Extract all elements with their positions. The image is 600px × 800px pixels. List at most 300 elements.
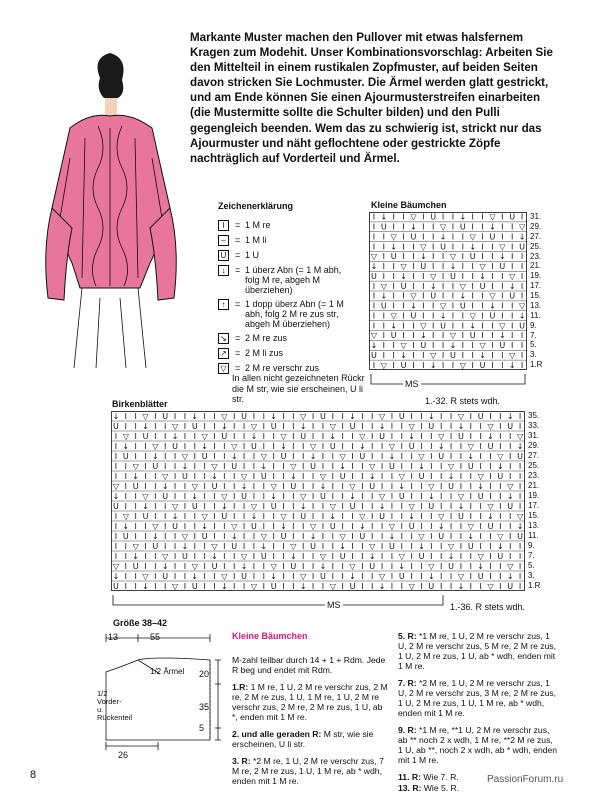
stitch-symbol: I [302, 561, 305, 571]
stitch-symbol: I [440, 551, 443, 561]
chart-small-grid [369, 212, 527, 370]
stitch-symbol: I [511, 311, 514, 321]
stitch-symbol: I [321, 431, 325, 441]
stitch-symbol: U [517, 451, 524, 461]
stitch-symbol: I [371, 531, 374, 541]
stitch-symbol: I [252, 551, 256, 561]
stitch-symbol: I [292, 491, 295, 501]
stitch-symbol: I [459, 541, 463, 551]
stitch-symbol: I [410, 451, 413, 461]
stitch-symbol: ↓ [437, 441, 445, 451]
legend-eq: = [235, 220, 241, 230]
row-number-label: 9. [528, 541, 535, 550]
stitch-symbol: I [499, 571, 502, 581]
stitch-symbol: I [282, 551, 285, 561]
symbol-purl-icon: – [218, 235, 229, 246]
stitch-symbol: U [241, 571, 248, 581]
stitch-symbol: ▽ [122, 511, 129, 521]
intro-paragraph: Markante Muster machen den Pullover mit etwas halsfernem Kragen zum Modehit. Unser Kombinationsvorschlag: Arbeiten Sie den Mittelteil in einem rustikalen Zopfmuster, auf beiden Seiten davon stricken Sie Lochmuster. Die Ärmel werden glatt gestrickt, und am Ende können Sie einen Ajourmusterstreifen einarbeiten (die Mustermitte sollte die Schulter bilden) und den Pulli gegengleich beenden. Wem das zu schwierig ist, strickt nur das Ajourmuster und näht geflochtene oder gestrickte Zöpfe nachträglich auf Vorderteil und Ärmel. [190, 31, 553, 165]
stitch-symbol: I [400, 531, 403, 541]
stitch-symbol: I [134, 501, 137, 511]
stitch-symbol: I [390, 481, 394, 491]
stitch-symbol: U [450, 350, 456, 360]
stitch-symbol: I [382, 271, 385, 281]
stitch-symbol: I [491, 271, 494, 281]
stitch-symbol: I [154, 511, 157, 521]
stitch-symbol: I [223, 551, 226, 561]
stitch-symbol: I [262, 431, 265, 441]
stitch-symbol: I [124, 411, 127, 421]
stitch-symbol: ↓ [508, 281, 516, 291]
row-number-label: 1.R [528, 581, 541, 590]
stitch-symbol: U [428, 501, 435, 511]
stitch-symbol: U [191, 421, 198, 431]
stitch-symbol: I [449, 411, 453, 421]
stitch-symbol: I [282, 581, 285, 591]
stitch-symbol: I [124, 491, 127, 501]
stitch-symbol: I [499, 431, 502, 441]
stitch-symbol: I [520, 271, 524, 281]
stitch-symbol: I [430, 471, 433, 481]
stitch-symbol: I [292, 521, 295, 531]
stitch-symbol: I [449, 531, 453, 541]
stitch-symbol: I [469, 411, 472, 421]
stitch-symbol: ▽ [489, 291, 496, 301]
stitch-symbol: U [112, 581, 119, 591]
stitch-symbol: I [223, 521, 226, 531]
stitch-symbol: I [479, 531, 482, 541]
stitch-symbol: ↓ [408, 431, 415, 441]
stitch-symbol: ▽ [221, 411, 228, 421]
stitch-symbol: U [260, 471, 267, 481]
stitch-symbol: ↓ [309, 531, 317, 541]
dim-top-left: 13 [108, 632, 119, 642]
stitch-symbol: I [420, 481, 423, 491]
stitch-symbol: ▽ [438, 511, 445, 521]
stitch-symbol: U [290, 481, 297, 491]
stitch-symbol: ↓ [506, 411, 514, 421]
stitch-symbol: I [213, 511, 216, 521]
stitch-symbol: U [380, 301, 387, 311]
stitch-symbol: ↓ [230, 531, 238, 541]
stitch-symbol: I [173, 561, 177, 571]
stitch-symbol: ▽ [447, 541, 455, 551]
stitch-symbol: I [321, 521, 325, 531]
stitch-symbol: I [311, 571, 315, 581]
stitch-symbol: I [469, 491, 472, 501]
stitch-symbol: ▽ [457, 571, 465, 581]
stitch-symbol: I [449, 521, 453, 531]
stitch-symbol: I [449, 431, 453, 441]
stitch-symbol: I [489, 531, 492, 541]
stitch-symbol: ↓ [378, 581, 386, 591]
stitch-symbol: I [134, 571, 137, 581]
stitch-symbol: I [410, 461, 413, 471]
stitch-symbol: ↓ [250, 511, 258, 521]
stitch-symbol: I [341, 441, 344, 451]
stitch-symbol: ↓ [459, 212, 467, 222]
stitch-symbol: I [400, 451, 403, 461]
stitch-symbol: ↓ [498, 252, 506, 262]
stitch-symbol: ▽ [390, 311, 397, 321]
stitch-symbol: U [270, 501, 277, 511]
stitch-symbol: I [114, 461, 118, 471]
stitch-symbol: I [272, 461, 275, 471]
stitch-symbol: I [144, 551, 147, 561]
stitch-symbol: I [509, 441, 512, 451]
stitch-symbol: I [144, 461, 147, 471]
stitch-symbol: I [321, 531, 325, 541]
stitch-symbol: I [223, 561, 226, 571]
row-number-label: 13. [530, 300, 542, 310]
row-number-label: 15. [530, 291, 542, 300]
stitch-symbol: I [518, 501, 522, 511]
row-number-label: 21. [528, 481, 540, 490]
stitch-symbol: I [420, 491, 423, 501]
stitch-symbol: I [154, 491, 157, 501]
stitch-symbol: I [520, 212, 524, 222]
stitch-symbol: ▽ [300, 411, 307, 421]
stitch-symbol: I [371, 501, 374, 511]
stitch-symbol: I [410, 561, 413, 571]
chart-small-title: Kleine Bäumchen [371, 200, 447, 210]
stitch-symbol: ▽ [339, 451, 346, 461]
stitch-symbol: I [499, 481, 502, 491]
stitch-symbol: ▽ [479, 262, 486, 272]
stitch-symbol: I [489, 411, 492, 421]
stitch-symbol: I [449, 571, 453, 581]
stitch-symbol: U [122, 531, 129, 541]
stitch-symbol: ▽ [477, 551, 484, 561]
stitch-symbol: ↓ [380, 212, 388, 222]
stitch-symbol: I [134, 491, 137, 501]
stitch-symbol: I [282, 501, 285, 511]
dim-right-a: 20 [199, 669, 210, 679]
stitch-symbol: I [451, 222, 455, 232]
stitch-symbol: ↓ [280, 521, 287, 531]
stitch-symbol: I [262, 421, 265, 431]
stitch-symbol: I [252, 461, 256, 471]
stitch-symbol: ↓ [161, 481, 169, 491]
stitch-symbol: U [497, 471, 504, 481]
stitch-symbol: I [479, 451, 482, 461]
stitch-symbol: I [410, 531, 413, 541]
stitch-symbol: I [321, 421, 325, 431]
stitch-symbol: I [410, 471, 413, 481]
stitch-symbol: I [441, 212, 445, 222]
legend-eq: = [235, 250, 241, 260]
stitch-symbol: I [451, 311, 455, 321]
stitch-symbol: I [491, 331, 494, 341]
stitch-symbol: ▽ [479, 341, 486, 351]
stitch-symbol: I [430, 511, 433, 521]
stitch-symbol: I [430, 441, 433, 451]
row-number-label: 19. [530, 271, 542, 281]
stitch-symbol: ↓ [390, 242, 398, 252]
stitch-symbol: ↓ [429, 360, 437, 370]
stitch-symbol: I [422, 281, 425, 291]
stitch-symbol: I [511, 222, 514, 232]
stitch-symbol: I [173, 541, 177, 551]
stitch-symbol: I [154, 411, 157, 421]
stitch-symbol: I [402, 212, 405, 222]
stitch-symbol: U [310, 541, 317, 551]
stitch-symbol: ↓ [250, 431, 258, 441]
stitch-symbol: I [459, 451, 463, 461]
stitch-symbol: I [213, 411, 216, 421]
stitch-symbol: I [351, 521, 354, 531]
stitch-symbol: ▽ [398, 551, 405, 561]
stitch-symbol: ↓ [349, 411, 356, 421]
stitch-symbol: I [292, 431, 295, 441]
symbol-k2tog-icon: ↘ [218, 333, 229, 344]
stitch-symbol: I [479, 501, 482, 511]
stitch-symbol: I [479, 511, 482, 521]
stitch-symbol: ▽ [388, 521, 396, 531]
stitch-symbol: U [519, 242, 525, 252]
stitch-symbol: I [518, 491, 522, 501]
stitch-symbol: ▽ [398, 471, 405, 481]
stitch-symbol: I [461, 350, 464, 360]
stitch-symbol: I [412, 331, 415, 341]
stitch-symbol: ↓ [418, 461, 425, 471]
stitch-symbol: I [471, 301, 474, 311]
stitch-symbol: ▽ [250, 581, 258, 591]
stitch-symbol: U [132, 561, 139, 571]
stitch-symbol: ▽ [380, 281, 387, 291]
stitch-symbol: I [479, 441, 482, 451]
stitch-symbol: I [242, 501, 246, 511]
stitch-symbol: I [114, 431, 118, 441]
stitch-symbol: I [449, 511, 453, 521]
stitch-symbol: I [154, 421, 157, 431]
stitch-symbol: U [371, 350, 377, 360]
row-number-label: 9. [530, 320, 537, 330]
stitch-symbol: I [420, 411, 423, 421]
stitch-symbol: ↓ [132, 471, 139, 481]
stitch-symbol: ▽ [201, 431, 208, 441]
stitch-symbol: ▽ [408, 501, 415, 511]
stitch-symbol: I [134, 581, 137, 591]
stitch-symbol: U [181, 471, 188, 481]
stitch-symbol: I [481, 301, 484, 311]
stitch-symbol: I [282, 571, 285, 581]
stitch-symbol: U [509, 212, 516, 222]
stitch-symbol: ↓ [477, 561, 484, 571]
row-7-instruction [398, 678, 558, 718]
stitch-symbol: I [481, 212, 484, 222]
row-number-label: 3. [530, 350, 537, 360]
stitch-symbol: I [518, 561, 522, 571]
stitch-symbol: I [203, 491, 206, 501]
stitch-symbol: I [252, 481, 256, 491]
stitch-symbol: I [233, 551, 236, 561]
stitch-symbol: U [300, 431, 307, 441]
stitch-symbol: I [311, 481, 315, 491]
stitch-symbol: I [499, 581, 502, 591]
stitch-symbol: I [469, 551, 472, 561]
stitch-symbol: I [193, 541, 196, 551]
stitch-symbol: I [183, 491, 187, 501]
stitch-symbol: I [380, 531, 384, 541]
stitch-symbol: ▽ [469, 232, 476, 242]
stitch-symbol: I [499, 441, 502, 451]
stitch-symbol: I [341, 431, 344, 441]
stitch-symbol: I [422, 360, 425, 370]
stitch-symbol: I [479, 541, 482, 551]
stitch-symbol: I [124, 541, 127, 551]
row-2-instruction [232, 729, 390, 749]
stitch-symbol: I [233, 561, 236, 571]
stitch-symbol: I [183, 571, 187, 581]
stitch-symbol: I [469, 431, 472, 441]
stitch-symbol: ▽ [112, 561, 120, 571]
stitch-symbol: ▽ [497, 531, 504, 541]
stitch-symbol: I [440, 581, 443, 591]
stitch-symbol: U [400, 281, 407, 291]
stitch-symbol: ▽ [240, 471, 248, 481]
stitch-symbol: I [203, 571, 206, 581]
stitch-symbol: I [471, 212, 474, 222]
stitch-symbol: ▽ [231, 441, 238, 451]
stitch-symbol: U [509, 291, 516, 301]
stitch-symbol: I [114, 511, 118, 521]
stitch-symbol: I [183, 411, 187, 421]
stitch-symbol: ▽ [516, 511, 524, 521]
stitch-symbol: I [262, 561, 265, 571]
stitch-symbol: U [172, 441, 179, 451]
stitch-symbol: I [183, 431, 187, 441]
stitch-symbol: I [491, 341, 494, 351]
stitch-symbol: I [372, 232, 376, 242]
stitch-symbol: I [193, 521, 196, 531]
stitch-symbol: I [233, 421, 236, 431]
stitch-symbol: I [420, 571, 423, 581]
stitch-symbol: I [501, 271, 504, 281]
stitch-symbol: I [491, 262, 494, 272]
stitch-symbol: U [142, 511, 149, 521]
stitch-symbol: ↓ [161, 561, 169, 571]
stitch-symbol: I [481, 252, 484, 262]
stitch-symbol: I [351, 451, 354, 461]
stitch-symbol: I [400, 521, 403, 531]
stitch-symbol: I [203, 421, 206, 431]
stitch-symbol: I [302, 441, 305, 451]
stitch-symbol: ▽ [211, 461, 218, 471]
stitch-symbol: I [173, 471, 177, 481]
stitch-symbol: ▽ [477, 471, 484, 481]
stitch-symbol: ↓ [142, 421, 149, 431]
stitch-symbol: I [272, 511, 275, 521]
stitch-symbol: U [319, 571, 326, 581]
stitch-symbol: I [440, 501, 443, 511]
stitch-symbol: ▽ [122, 431, 129, 441]
stitch-symbol: I [233, 431, 236, 441]
stitch-symbol: I [499, 521, 502, 531]
chart-large-repeat-note: 1.-36. R stets wdh. [450, 602, 526, 612]
stitch-symbol: I [390, 491, 394, 501]
chart-large-grid [111, 411, 525, 591]
stitch-symbol: ↓ [497, 461, 504, 471]
stitch-symbol: U [507, 421, 514, 431]
stitch-symbol: I [302, 471, 305, 481]
stitch-symbol: U [428, 581, 435, 591]
stitch-symbol: I [392, 350, 395, 360]
stitch-symbol: ▽ [280, 431, 287, 441]
stitch-symbol: I [390, 501, 394, 511]
stitch-symbol: I [154, 561, 157, 571]
stitch-symbol: I [321, 451, 325, 461]
dim-bottom: 26 [118, 750, 129, 760]
stitch-symbol: I [233, 581, 236, 591]
stitch-symbol: ▽ [370, 252, 378, 262]
legend-text: 1 überz Abn (= 1 M abh, folg M re, abgeh M überziehen) [245, 265, 342, 295]
stitch-symbol: U [499, 341, 506, 351]
stitch-symbol: I [422, 350, 425, 360]
stitch-symbol: I [511, 321, 514, 331]
stitch-symbol: ↓ [447, 471, 455, 481]
stitch-symbol: I [392, 301, 395, 311]
stitch-symbol: U [459, 222, 466, 232]
stitch-symbol: I [449, 501, 453, 511]
instructions-left [232, 631, 390, 793]
stitch-symbol: I [518, 571, 522, 581]
stitch-symbol: ↓ [299, 501, 307, 511]
stitch-symbol: ↓ [152, 451, 159, 461]
stitch-symbol: U [507, 501, 514, 511]
stitch-symbol: I [351, 541, 354, 551]
stitch-symbol: I [371, 441, 374, 451]
stitch-symbol: ↓ [390, 321, 398, 331]
stitch-symbol: I [400, 431, 403, 441]
stitch-symbol: ↓ [152, 531, 159, 541]
stitch-symbol: ▽ [280, 511, 287, 521]
stitch-symbol: I [311, 491, 315, 501]
stitch-symbol: I [440, 571, 443, 581]
stitch-symbol: I [422, 212, 425, 222]
stitch-symbol: I [440, 481, 443, 491]
stitch-symbol: I [183, 481, 187, 491]
stitch-symbol: ▽ [221, 571, 228, 581]
dim-body: 1/2 Vorder- u. Rückenteil [97, 689, 133, 722]
stitch-symbol: U [430, 212, 437, 222]
stitch-symbol: I [213, 521, 216, 531]
stitch-symbol: I [341, 571, 344, 581]
stitch-symbol: I [430, 531, 433, 541]
stitch-symbol: I [451, 242, 455, 252]
stitch-symbol: I [292, 421, 295, 431]
stitch-symbol: I [420, 441, 423, 451]
stitch-symbol: ↓ [398, 561, 406, 571]
stitch-symbol: U [379, 511, 386, 521]
stitch-symbol: I [440, 471, 443, 481]
stitch-symbol: I [242, 441, 246, 451]
stitch-symbol: I [449, 491, 453, 501]
stitch-symbol: I [233, 411, 236, 421]
stitch-symbol: ▽ [181, 531, 189, 541]
stitch-symbol: ↓ [410, 222, 417, 232]
stitch-symbol: I [282, 541, 285, 551]
stitch-symbol: I [390, 471, 394, 481]
row-13-text: Wie 5. R. [421, 783, 460, 793]
stitch-symbol: U [329, 441, 336, 451]
stitch-symbol: I [134, 431, 137, 441]
stitch-symbol: I [341, 421, 344, 431]
stitch-symbol: I [282, 461, 285, 471]
stitch-symbol: I [451, 212, 455, 222]
stitch-symbol: I [469, 481, 472, 491]
stitch-symbol: I [193, 551, 196, 561]
